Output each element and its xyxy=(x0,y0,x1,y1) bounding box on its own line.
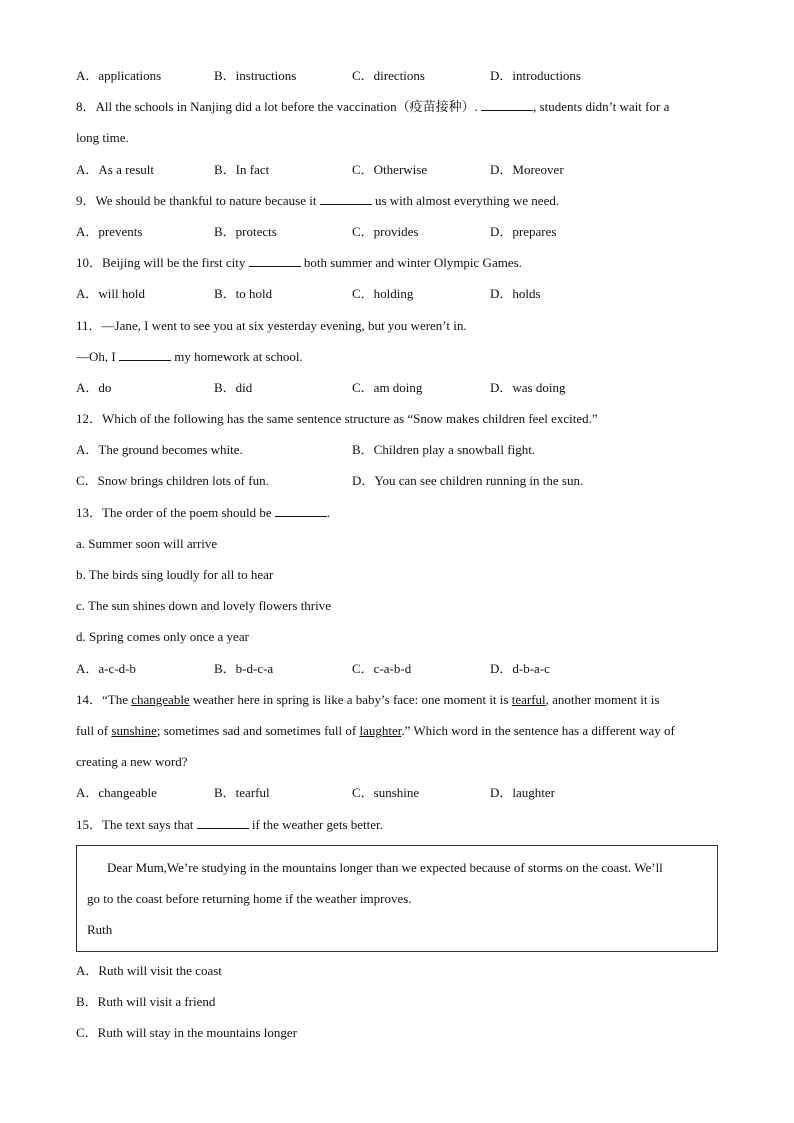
q14-option-d[interactable]: D．laughter xyxy=(490,785,555,801)
q10-option-b[interactable]: B．to hold xyxy=(214,286,273,302)
q14-underlined-word-1: changeable xyxy=(131,691,190,707)
q14-option-b[interactable]: B．tearful xyxy=(214,785,270,801)
q8-blank xyxy=(481,97,533,111)
q15-note-text-a: Dear Mum,We’re studying in the mountains longer than we expected because of storms on the coast. We’ll xyxy=(107,859,663,875)
q11-stem: 11．—Jane, I went to see you at six yesterday evening, but you weren’t in. xyxy=(76,317,467,333)
q14-stem-line1 xyxy=(76,687,718,718)
q14-text-2b: ; sometimes sad and sometimes full of xyxy=(156,722,360,738)
q15-note-signature: Ruth xyxy=(87,921,113,937)
q7-option-a[interactable]: A．applications xyxy=(76,68,162,83)
q13-stem-text-b: . xyxy=(326,504,331,520)
q15-note-line2: go to the coast before returning home if the weather improves. xyxy=(87,890,412,906)
q14-options xyxy=(76,780,718,811)
q14-text-1b: weather here in spring is like a baby’s face: one moment it is xyxy=(189,691,512,707)
q11-reply-text-b: my homework at school. xyxy=(170,348,303,364)
q9-blank xyxy=(320,191,372,205)
q15-option-a[interactable]: A．Ruth will visit the coast xyxy=(76,962,222,978)
q10-option-d[interactable]: D．holds xyxy=(490,286,541,302)
q10-option-a[interactable]: A．will hold xyxy=(76,286,145,302)
q13-option-d[interactable]: D．d-b-a-c xyxy=(490,660,550,676)
q15-note-line1 xyxy=(87,852,709,883)
q9-option-b[interactable]: B．protects xyxy=(214,223,277,239)
q11-option-c[interactable]: C．am doing xyxy=(352,379,423,395)
q7-option-b[interactable]: B．instructions xyxy=(214,68,297,83)
q13-stem-text-a: 13．The order of the poem should be xyxy=(76,504,275,520)
q10-stem-text-a: 10．Beijing will be the first city xyxy=(76,255,249,271)
q11-option-d[interactable]: D．was doing xyxy=(490,379,566,395)
q11-option-b[interactable]: B．did xyxy=(214,379,253,395)
q9-stem xyxy=(76,188,718,219)
q7-options xyxy=(76,63,718,94)
q13-option-b[interactable]: B．b-d-c-a xyxy=(214,660,274,676)
q8-option-d[interactable]: D．Moreover xyxy=(490,161,564,177)
q13-poem-line-b: b. The birds sing loudly for all to hear xyxy=(76,567,274,582)
q15-stem-text-a: 15．The text says that xyxy=(76,816,197,832)
q10-options xyxy=(76,281,718,312)
q13-option-a[interactable]: A．a-c-d-b xyxy=(76,660,136,676)
q9-options xyxy=(76,219,718,250)
q12-option-d[interactable]: D．You can see children running in the sun. xyxy=(352,473,584,489)
q14-stem-line3: creating a new word? xyxy=(76,754,188,770)
q14-text-1c: , another moment it is xyxy=(545,691,660,707)
q8-options xyxy=(76,157,718,188)
q9-stem-text-b: us with almost everything we need. xyxy=(371,192,560,208)
q12-options-row2 xyxy=(76,468,718,499)
q15-note-box xyxy=(76,845,718,952)
q13-poem-line-d: d. Spring comes only once a year xyxy=(76,629,249,645)
q14-text-2a: full of xyxy=(76,722,112,738)
q10-stem xyxy=(76,250,718,281)
q9-stem-text-a: 9．We should be thankful to nature because it xyxy=(76,192,320,208)
q14-option-a[interactable]: A．changeable xyxy=(76,785,157,801)
q13-option-c[interactable]: C．c-a-b-d xyxy=(352,660,412,676)
q11-blank xyxy=(119,347,171,361)
q14-option-c[interactable]: C．sunshine xyxy=(352,785,420,801)
q10-option-c[interactable]: C．holding xyxy=(352,286,414,302)
q12-options-row1 xyxy=(76,437,718,468)
q12-option-b[interactable]: B．Children play a snowball fight. xyxy=(352,442,536,458)
q11-options xyxy=(76,375,718,406)
q14-underlined-word-3: sunshine xyxy=(111,722,157,738)
q15-option-c[interactable]: C．Ruth will stay in the mountains longer xyxy=(76,1025,297,1041)
q13-options xyxy=(76,656,718,687)
q8-stem-text-b: , students didn’t wait for a xyxy=(533,99,670,115)
q13-poem-line-c: c. The sun shines down and lovely flowers thrive xyxy=(76,598,332,614)
q14-text-2c: .” Which word in the sentence has a different way of xyxy=(401,722,675,738)
q8-option-a[interactable]: A．As a result xyxy=(76,161,154,177)
q14-underlined-word-2: tearful xyxy=(511,691,546,707)
q15-option-b[interactable]: B．Ruth will visit a friend xyxy=(76,993,216,1009)
q12-option-a[interactable]: A．The ground becomes white. xyxy=(76,442,243,458)
q7-option-d[interactable]: D．introductions xyxy=(490,68,581,83)
q11-option-a[interactable]: A．do xyxy=(76,379,112,395)
q12-option-c[interactable]: C．Snow brings children lots of fun. xyxy=(76,473,269,489)
q14-text-1a: 14．“The xyxy=(76,691,132,707)
q10-blank xyxy=(249,253,301,267)
worksheet-page xyxy=(76,63,718,1051)
q15-stem-text-b: if the weather gets better. xyxy=(248,816,383,832)
q9-option-a[interactable]: A．prevents xyxy=(76,223,143,239)
q10-stem-text-b: both summer and winter Olympic Games. xyxy=(300,255,522,271)
q8-stem xyxy=(76,94,718,125)
q7-option-c[interactable]: C．directions xyxy=(352,68,425,83)
q9-option-c[interactable]: C．provides xyxy=(352,223,419,239)
q11-reply-text-a: —Oh, I xyxy=(76,348,119,364)
q9-option-d[interactable]: D．prepares xyxy=(490,223,557,239)
q15-blank xyxy=(197,815,249,829)
q11-reply xyxy=(76,344,718,375)
q8-option-b[interactable]: B．In fact xyxy=(214,161,270,177)
q12-stem: 12．Which of the following has the same sentence structure as “Snow makes children feel excited.” xyxy=(76,411,598,427)
q8-stem-cont: long time. xyxy=(76,130,129,146)
q15-stem xyxy=(76,812,718,843)
q8-option-c[interactable]: C．Otherwise xyxy=(352,161,428,177)
q14-stem-line2 xyxy=(76,718,718,749)
q14-underlined-word-4: laughter xyxy=(359,722,402,738)
q13-blank xyxy=(275,503,327,517)
q8-stem-text-a: 8．All the schools in Nanjing did a lot before the vaccination（疫苗接种）. xyxy=(76,99,482,115)
q13-poem-line-a: a. Summer soon will arrive xyxy=(76,535,218,551)
q13-stem xyxy=(76,500,718,531)
